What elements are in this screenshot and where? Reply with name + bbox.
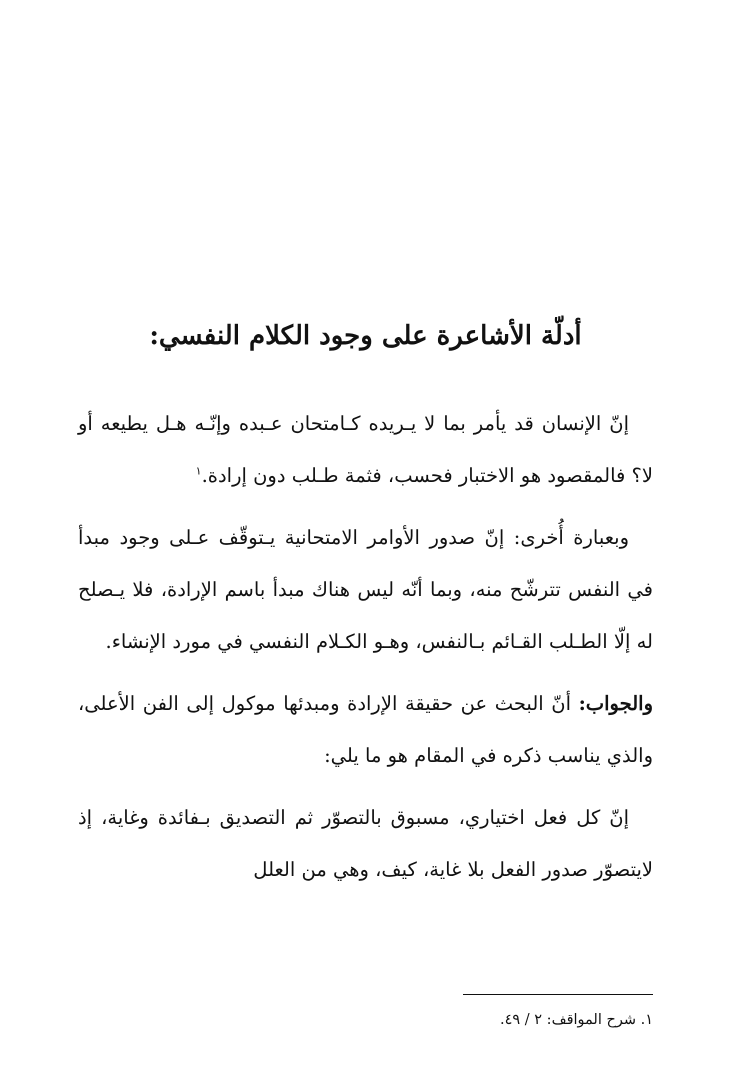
paragraph-1-text: إنّ الإنسان قد يأمر بما لا يـريده كـامتحان عـبده وإنّـه هـل يطيعه أو لا؟ فالمقصود هو الاختبار فحسب، فثمة طـلب دون إرادة. [78, 412, 653, 487]
document-page [78, 0, 653, 1075]
footnote-divider [463, 994, 653, 995]
paragraph-3 [78, 678, 653, 782]
paragraph-2-text: وبعبارة أُخرى: إنّ صدور الأوامر الامتحانية يـتوقّف عـلى وجود مبدأ في النفس تترشّح منه، وبما أنّه ليس هناك مبدأ باسم الإرادة، فلا يـصلح له إلّا الطـلب القـائم بـالنفس، وهـو الكـلام النفسي في مورد الإنشاء. [78, 526, 653, 653]
footnote-reference: ١ [195, 464, 202, 478]
section-heading: أدلّة الأشاعرة على وجود الكلام النفسي: [149, 321, 582, 351]
paragraph-2 [78, 512, 653, 668]
paragraph-1 [78, 398, 653, 502]
paragraph-3-text: أنّ البحث عن حقيقة الإرادة ومبدئها موكول إلى الفن الأعلى، والذي يناسب ذكره في المقام هو ما يلي: [78, 692, 653, 767]
answer-label: والجواب: [578, 692, 653, 715]
paragraph-4 [78, 792, 653, 896]
paragraph-4-text: إنّ كل فعل اختياري، مسبوق بالتصوّر ثم التصديق بـفائدة وغاية، إذ لايتصوّر صدور الفعل بلا غاية، كيف، وهي من العلل [78, 806, 653, 881]
footnote: ١. شرح المواقف: ٢ / ٤٩. [499, 1012, 653, 1028]
body-text [78, 398, 653, 906]
